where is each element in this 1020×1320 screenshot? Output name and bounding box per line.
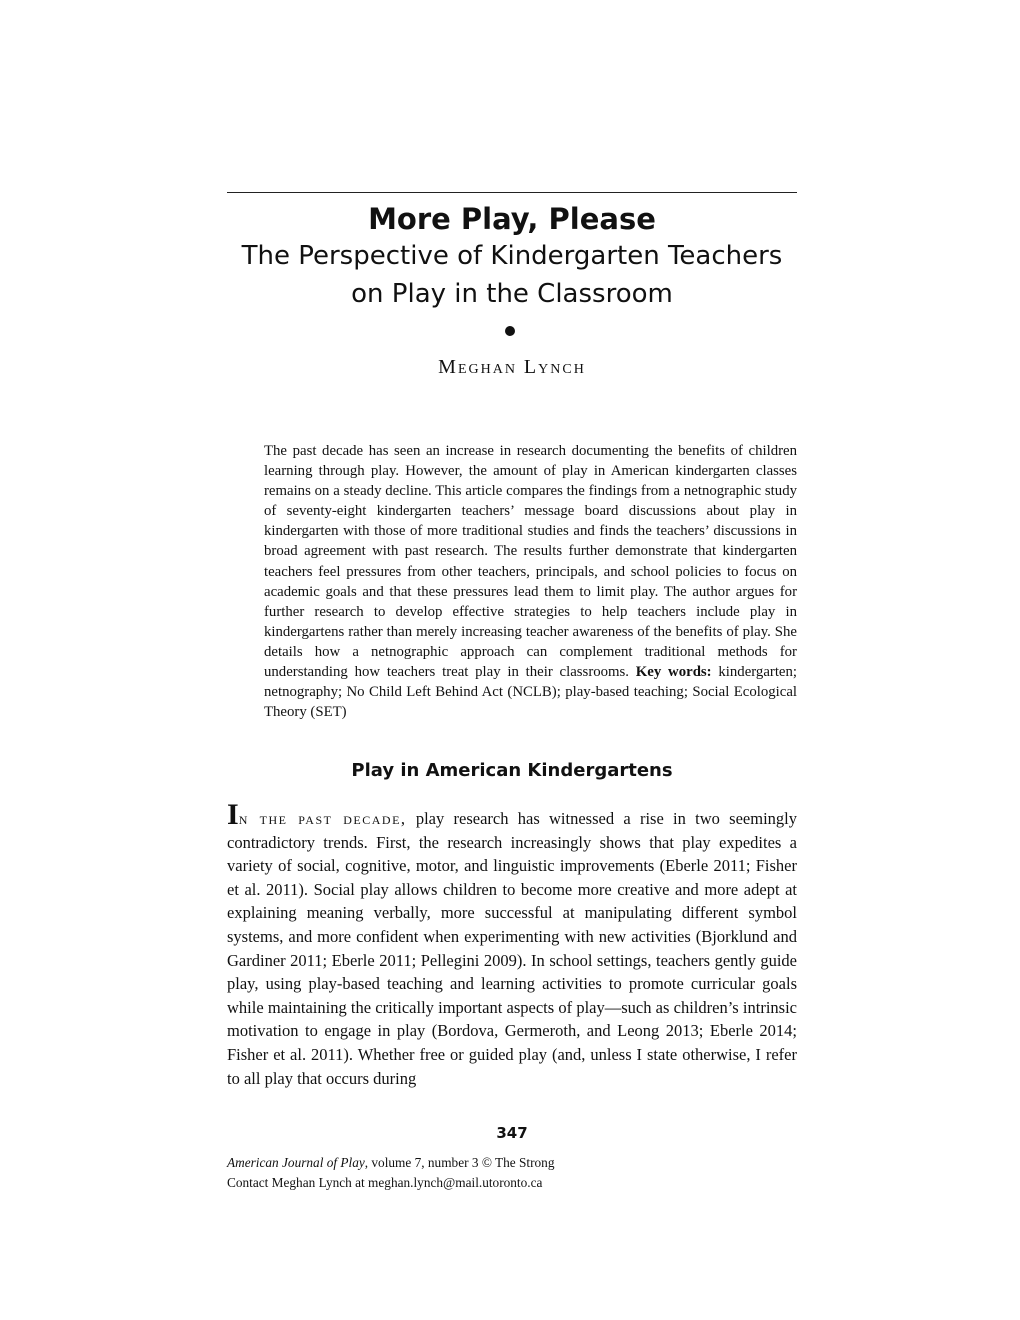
body-paragraph — [227, 798, 798, 1090]
contact-info: Contact Meghan Lynch at meghan.lynch@mail.utoronto.ca — [227, 1175, 543, 1190]
abstract — [264, 441, 797, 722]
journal-name: American Journal of Play — [227, 1155, 365, 1170]
keywords-label: Key words: — [635, 664, 712, 681]
drop-cap: I — [227, 798, 239, 831]
article-author: Meghan Lynch — [438, 356, 586, 378]
section-heading: Play in American Kindergartens — [351, 760, 673, 781]
body-text: play research has witnessed a rise in two seemingly contradictory trends. First, the research increasingly shows that play expedites a variety of social, cognitive, motor, and linguistic improvements (Eberle 2011; Fisher et al. 2011). Social play allows children to become more creative and more adept at explaining meaning verbally, more successful at manipulating different symbol systems, and more confident when experimenting with new activities (Bjorklund and Gardiner 2011; Eberle 2011; Pellegini 2009). In school settings, teachers gently guide play, using play-based teaching and learning activities to promote curricular goals while maintaining the critically important aspects of play—such as children’s intrinsic motivation to engage in play (Bordova, Germeroth, and Leong 2013; Eberle 2014; Fisher et al. 2011). Whether free or guided play (and, unless I state otherwise, I refer to all play that occurs during — [227, 809, 798, 1088]
journal-citation — [227, 1154, 554, 1172]
article-subtitle: The Perspective of Kindergarten Teachers on Play in the Classroom — [241, 241, 783, 309]
journal-details: , volume 7, number 3 © The Strong — [364, 1155, 555, 1170]
page-number: 347 — [496, 1124, 528, 1142]
article-title: More Play, Please — [368, 202, 656, 236]
keywords-list: kindergarten; netnography; No Child Left Behind Act (NCLB); play-based teaching; Social Ecological Theory (SET) — [264, 664, 798, 721]
header-rule — [227, 192, 797, 193]
ornament-bullet-icon — [505, 326, 515, 336]
lead-in-text: n the past decade, — [238, 809, 407, 828]
abstract-text: The past decade has seen an increase in research documenting the benefits of children learning through play. However, the amount of play in American kindergarten classes remains on a steady decline. This article compares the findings from a netnographic study of seventy-eight kindergarten teachers’ message board discussions about play in kindergarten with those of more traditional studies and finds the teachers’ discussions in broad agreement with past research. The results further demonstrate that kindergarten teachers feel pressures from other teachers, principals, and school policies to focus on academic goals and that these pressures lead them to limit play. The author argues for further research to develop effective strategies to help teachers include play in kindergartens rather than merely increasing teacher awareness of the benefits of play. She details how a netnographic approach can complement traditional methods for understanding how teachers treat play in their classrooms. — [264, 443, 797, 681]
